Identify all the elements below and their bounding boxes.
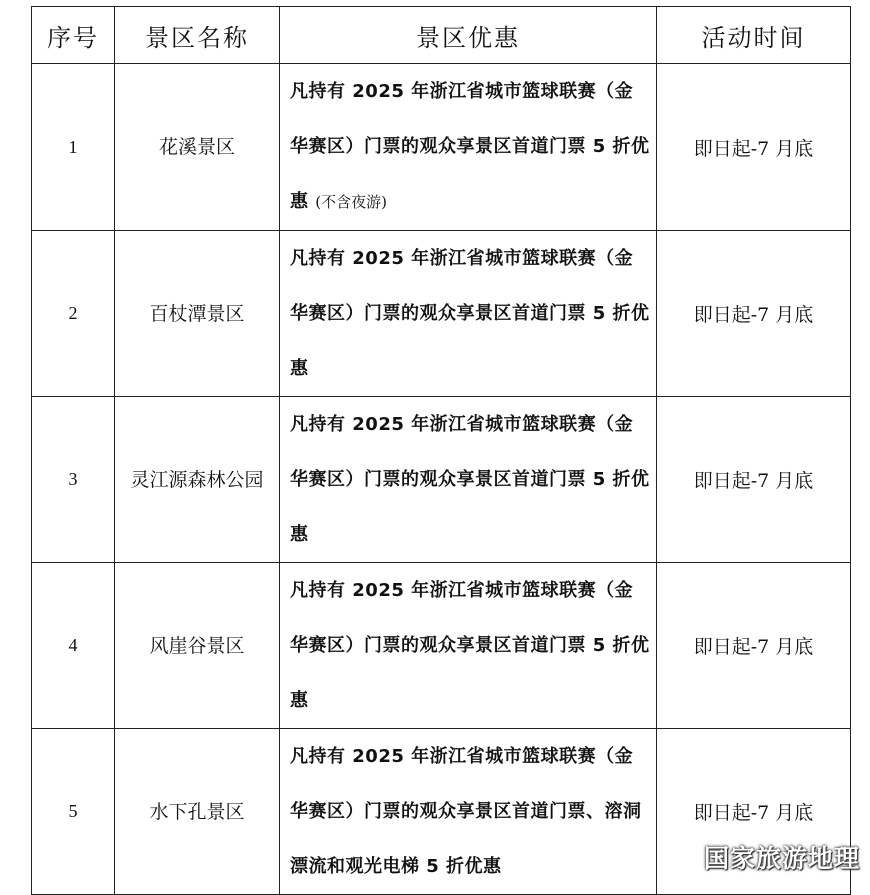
period-text: 即日起-7 月底	[657, 231, 851, 397]
scenic-discount-table	[31, 6, 851, 895]
offer-cell	[280, 231, 657, 397]
period-text: 即日起-7 月底	[657, 397, 851, 563]
period-text: 即日起-7 月底	[657, 729, 851, 895]
watermark-logo: 国家旅游地理	[703, 844, 860, 873]
scenic-name: 灵江源森林公园	[115, 397, 280, 563]
header-period: 活动时间	[657, 7, 851, 64]
table-row	[32, 231, 851, 397]
table-row	[32, 397, 851, 563]
offer-text: 凡持有 2025 年浙江省城市篮球联赛（金华赛区）门票的观众享景区首道门票、溶洞漂流和观光电梯 5 折优惠	[290, 746, 642, 877]
header-index: 序号	[32, 7, 115, 64]
scenic-name: 风崖谷景区	[115, 563, 280, 729]
scenic-name: 花溪景区	[115, 64, 280, 231]
row-index: 2	[32, 231, 115, 397]
header-name: 景区名称	[115, 7, 280, 64]
offer-text: 凡持有 2025 年浙江省城市篮球联赛（金华赛区）门票的观众享景区首道门票 5 折优惠	[290, 414, 650, 545]
offer-cell	[280, 729, 657, 895]
row-index: 1	[32, 64, 115, 231]
offer-text: 凡持有 2025 年浙江省城市篮球联赛（金华赛区）门票的观众享景区首道门票 5 折优惠	[290, 580, 650, 711]
period-text: 即日起-7 月底	[657, 563, 851, 729]
offer-main: 凡持有 2025 年浙江省城市篮球联赛（金华赛区）门票的观众享景区首道门票 5 折优惠	[290, 81, 650, 212]
table-row	[32, 64, 851, 231]
offer-text	[290, 64, 650, 230]
row-index: 5	[32, 729, 115, 895]
offer-cell	[280, 64, 657, 231]
table-row	[32, 563, 851, 729]
offer-cell	[280, 397, 657, 563]
header-offer: 景区优惠	[280, 7, 657, 64]
offer-cell	[280, 563, 657, 729]
row-index: 4	[32, 563, 115, 729]
offer-note: (不含夜游)	[315, 193, 387, 211]
table-header-row	[32, 7, 851, 64]
row-index: 3	[32, 397, 115, 563]
scenic-name: 百杖潭景区	[115, 231, 280, 397]
scenic-name: 水下孔景区	[115, 729, 280, 895]
period-text: 即日起-7 月底	[657, 64, 851, 231]
offer-text: 凡持有 2025 年浙江省城市篮球联赛（金华赛区）门票的观众享景区首道门票 5 折优惠	[290, 248, 650, 379]
